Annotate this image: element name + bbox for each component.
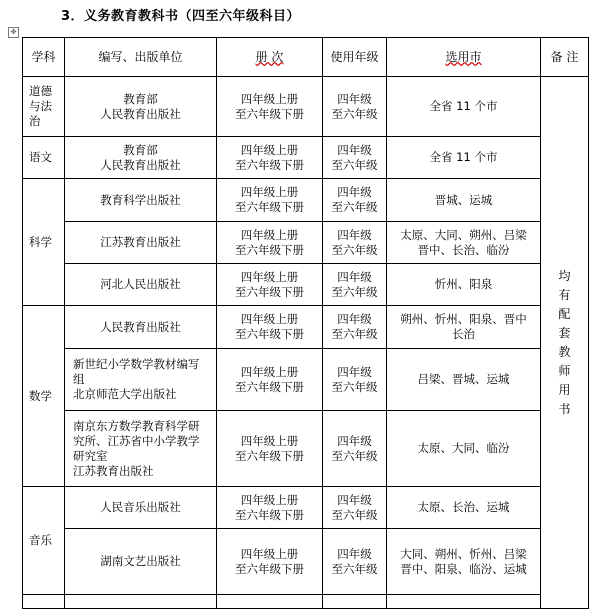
publisher-cell: 人民教育出版社 <box>65 306 217 349</box>
table-row <box>23 137 589 179</box>
volume-cell: 四年级上册 至六年级下册 <box>217 264 323 306</box>
grade-cell: 四年级 至六年级 <box>323 411 387 487</box>
grade-cell: 四年级 至六年级 <box>323 179 387 222</box>
subject-cell: 音乐 <box>23 487 65 595</box>
subject-cell: 道德 与法 治 <box>23 77 65 137</box>
textbook-table <box>22 37 589 609</box>
volume-cell: 四年级上册 至六年级下册 <box>217 137 323 179</box>
cities-cell: 朔州、忻州、阳泉、晋中 长治 <box>387 306 541 349</box>
cities-cell: 太原、大同、临汾 <box>387 411 541 487</box>
notes-cell: 均 有 配 套 教 师 用 书 <box>541 77 589 609</box>
header-cities: 选用市 <box>387 38 541 77</box>
cities-cell: 吕梁、晋城、运城 <box>387 349 541 411</box>
header-publisher: 编写、出版单位 <box>65 38 217 77</box>
volume-cell: 四年级上册 至六年级下册 <box>217 411 323 487</box>
header-row <box>23 38 589 77</box>
table-row <box>23 306 589 349</box>
publisher-cell: 湖南文艺出版社 <box>65 529 217 595</box>
grade-cell: 四年级 至六年级 <box>323 306 387 349</box>
cities-cell: 全省 11 个市 <box>387 77 541 137</box>
publisher-cell: 河北人民出版社 <box>65 264 217 306</box>
volume-cell: 四年级上册 至六年级下册 <box>217 179 323 222</box>
table-row <box>23 487 589 529</box>
volume-cell: 四年级上册 至六年级下册 <box>217 529 323 595</box>
cities-cell: 太原、长治、运城 <box>387 487 541 529</box>
cities-cell: 晋城、运城 <box>387 179 541 222</box>
cities-cell: 忻州、阳泉 <box>387 264 541 306</box>
grade-cell: 四年级 至六年级 <box>323 529 387 595</box>
table-row <box>23 411 589 487</box>
cities-cell: 太原、大同、朔州、吕梁 晋中、长治、临汾 <box>387 222 541 264</box>
grade-cell: 四年级 至六年级 <box>323 222 387 264</box>
cities-cell: 全省 11 个市 <box>387 137 541 179</box>
publisher-cell: 新世纪小学数学教材编写 组 北京师范大学出版社 <box>65 349 217 411</box>
subject-cell: 数学 <box>23 306 65 487</box>
publisher-cell: 教育部 人民教育出版社 <box>65 137 217 179</box>
volume-cell: 四年级上册 至六年级下册 <box>217 77 323 137</box>
publisher-cell: 教育科学出版社 <box>65 179 217 222</box>
volume-cell: 四年级上册 至六年级下册 <box>217 306 323 349</box>
volume-cell: 四年级上册 至六年级下册 <box>217 349 323 411</box>
table-move-handle-icon[interactable]: ✥ <box>8 27 19 38</box>
grade-cell: 四年级 至六年级 <box>323 264 387 306</box>
subject-cell: 科学 <box>23 179 65 306</box>
table-row <box>23 349 589 411</box>
page-heading: 3．义务教育教科书（四至六年级科目） <box>61 9 301 24</box>
publisher-cell: 教育部 人民教育出版社 <box>65 77 217 137</box>
volume-cell: 四年级上册 至六年级下册 <box>217 487 323 529</box>
table-row <box>23 529 589 595</box>
header-notes: 备 注 <box>541 38 589 77</box>
grade-cell: 四年级 至六年级 <box>323 77 387 137</box>
subject-cell: 语文 <box>23 137 65 179</box>
publisher-cell: 南京东方数学教育科学研 究所、江苏省中小学教学 研究室 江苏教育出版社 <box>65 411 217 487</box>
volume-cell: 四年级上册 至六年级下册 <box>217 222 323 264</box>
publisher-cell: 江苏教育出版社 <box>65 222 217 264</box>
table-row <box>23 264 589 306</box>
header-subject: 学科 <box>23 38 65 77</box>
publisher-cell: 人民音乐出版社 <box>65 487 217 529</box>
cities-cell: 大同、朔州、忻州、吕梁 晋中、阳泉、临汾、运城 <box>387 529 541 595</box>
grade-cell: 四年级 至六年级 <box>323 349 387 411</box>
grade-cell: 四年级 至六年级 <box>323 487 387 529</box>
table-row <box>23 222 589 264</box>
header-volume: 册 次 <box>217 38 323 77</box>
grade-cell: 四年级 至六年级 <box>323 137 387 179</box>
header-grade: 使用年级 <box>323 38 387 77</box>
table-row <box>23 179 589 222</box>
table-row <box>23 77 589 137</box>
